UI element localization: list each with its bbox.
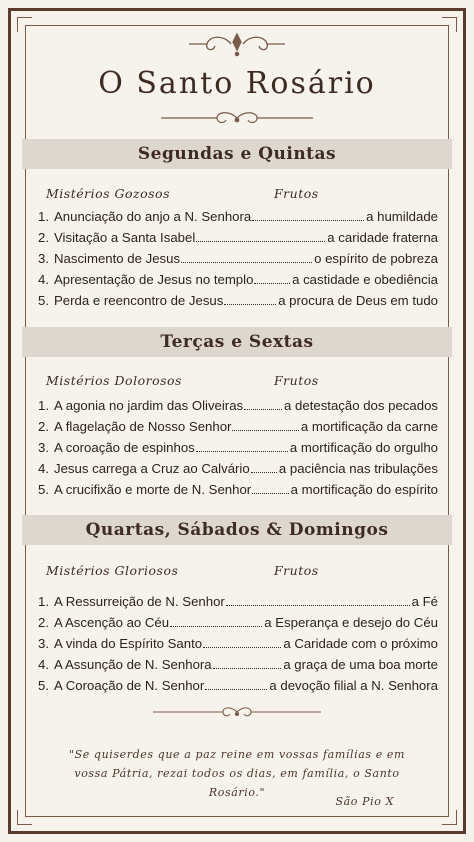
- section-header: Quartas, Sábados & Domingos: [22, 515, 452, 545]
- list-item: [38, 251, 438, 271]
- mysteries-label: Mistérios Dolorosos: [46, 373, 182, 388]
- fruit-text: a mortificação do espírito: [290, 482, 438, 497]
- item-number: 5.: [38, 482, 49, 497]
- list-item: [38, 440, 438, 460]
- leader-dots: [226, 605, 410, 606]
- mystery-text: Perda e reencontro de Jesus: [54, 293, 224, 308]
- mystery-text: A crucifixão e morte de N. Senhor: [54, 482, 252, 497]
- list-item: [38, 461, 438, 481]
- list-item: [38, 419, 438, 439]
- fruit-text: a castidade e obediência: [292, 272, 438, 287]
- mystery-text: A Ressurreição de N. Senhor: [54, 594, 225, 609]
- section-header: Segundas e Quintas: [22, 139, 452, 169]
- section-header: Terças e Sextas: [22, 327, 452, 357]
- mystery-text: Jesus carrega a Cruz ao Calvário: [54, 461, 250, 476]
- top-flourish-icon: [0, 30, 474, 58]
- frutos-label: Frutos: [274, 373, 319, 388]
- leader-dots: [196, 241, 325, 242]
- item-number: 4.: [38, 272, 49, 287]
- list-item: [38, 482, 438, 502]
- leader-dots: [196, 451, 288, 452]
- fruit-text: a Fé: [411, 594, 438, 609]
- list-item: [38, 615, 438, 635]
- fruit-text: a mortificação do orgulho: [289, 440, 438, 455]
- fruit-text: a devoção filial a N. Senhora: [269, 678, 438, 693]
- item-number: 1.: [38, 594, 49, 609]
- item-number: 1.: [38, 209, 49, 224]
- frutos-label: Frutos: [274, 563, 319, 578]
- list-item: [38, 398, 438, 418]
- list-item: [38, 678, 438, 698]
- item-number: 3.: [38, 251, 49, 266]
- title-underline-flourish-icon: [0, 108, 474, 128]
- page-title: O Santo Rosário: [98, 66, 376, 101]
- list-item: [38, 272, 438, 292]
- item-number: 2.: [38, 230, 49, 245]
- frutos-label: Frutos: [274, 186, 319, 201]
- mystery-text: A Assunção de N. Senhora: [54, 657, 212, 672]
- leader-dots: [232, 430, 299, 431]
- item-number: 2.: [38, 419, 49, 434]
- mystery-text: A vinda do Espírito Santo: [54, 636, 203, 651]
- quote-text: "Se quiserdes que a paz reine em vossas famílias e em vossa Pátria, rezai todos os dias, em família, o Santo Rosário.": [68, 748, 406, 799]
- item-number: 4.: [38, 461, 49, 476]
- mystery-text: A Coroação de N. Senhor: [54, 678, 205, 693]
- mysteries-label: Mistérios Gozosos: [46, 186, 170, 201]
- item-number: 2.: [38, 615, 49, 630]
- fruit-text: a procura de Deus em tudo: [278, 293, 438, 308]
- leader-dots: [254, 283, 290, 284]
- leader-dots: [252, 220, 364, 221]
- leader-dots: [181, 262, 312, 263]
- leader-dots: [170, 626, 262, 627]
- quote-signature: São Pio X: [335, 795, 394, 808]
- fruit-text: a humildade: [366, 209, 438, 224]
- item-number: 4.: [38, 657, 49, 672]
- item-number: 3.: [38, 636, 49, 651]
- mysteries-label: Mistérios Gloriosos: [46, 563, 179, 578]
- divider-flourish-icon: [0, 704, 474, 720]
- list-item: [38, 230, 438, 250]
- item-number: 1.: [38, 398, 49, 413]
- mystery-text: A flagelação de Nosso Senhor: [54, 419, 232, 434]
- leader-dots: [203, 647, 281, 648]
- list-item: [38, 209, 438, 229]
- item-number: 5.: [38, 293, 49, 308]
- fruit-text: a Caridade com o próximo: [283, 636, 438, 651]
- fruit-text: a paciência nas tribulações: [278, 461, 438, 476]
- leader-dots: [205, 689, 267, 690]
- leader-dots: [213, 668, 282, 669]
- leader-dots: [252, 493, 288, 494]
- item-number: 5.: [38, 678, 49, 693]
- leader-dots: [224, 304, 276, 305]
- leader-dots: [244, 409, 282, 410]
- fruit-text: a caridade fraterna: [327, 230, 438, 245]
- mystery-text: A Ascenção ao Céu: [54, 615, 170, 630]
- list-item: [38, 293, 438, 313]
- mystery-text: A agonia no jardim das Oliveiras: [54, 398, 244, 413]
- list-item: [38, 636, 438, 656]
- corner-ornament: [442, 810, 457, 825]
- leader-dots: [251, 472, 277, 473]
- list-item: [38, 657, 438, 677]
- mystery-text: Nascimento de Jesus: [54, 251, 181, 266]
- mystery-text: A coroação de espinhos: [54, 440, 195, 455]
- fruit-text: a detestação dos pecados: [284, 398, 438, 413]
- corner-ornament: [17, 810, 32, 825]
- fruit-text: a mortificação da carne: [300, 419, 438, 434]
- item-number: 3.: [38, 440, 49, 455]
- fruit-text: a graça de uma boa morte: [283, 657, 438, 672]
- mystery-text: Apresentação de Jesus no templo: [54, 272, 254, 287]
- list-item: [38, 594, 438, 614]
- fruit-text: o espírito de pobreza: [314, 251, 438, 266]
- mystery-text: Visitação a Santa Isabel: [54, 230, 196, 245]
- mystery-text: Anunciação do anjo a N. Senhora: [54, 209, 252, 224]
- fruit-text: a Esperança e desejo do Céu: [264, 615, 438, 630]
